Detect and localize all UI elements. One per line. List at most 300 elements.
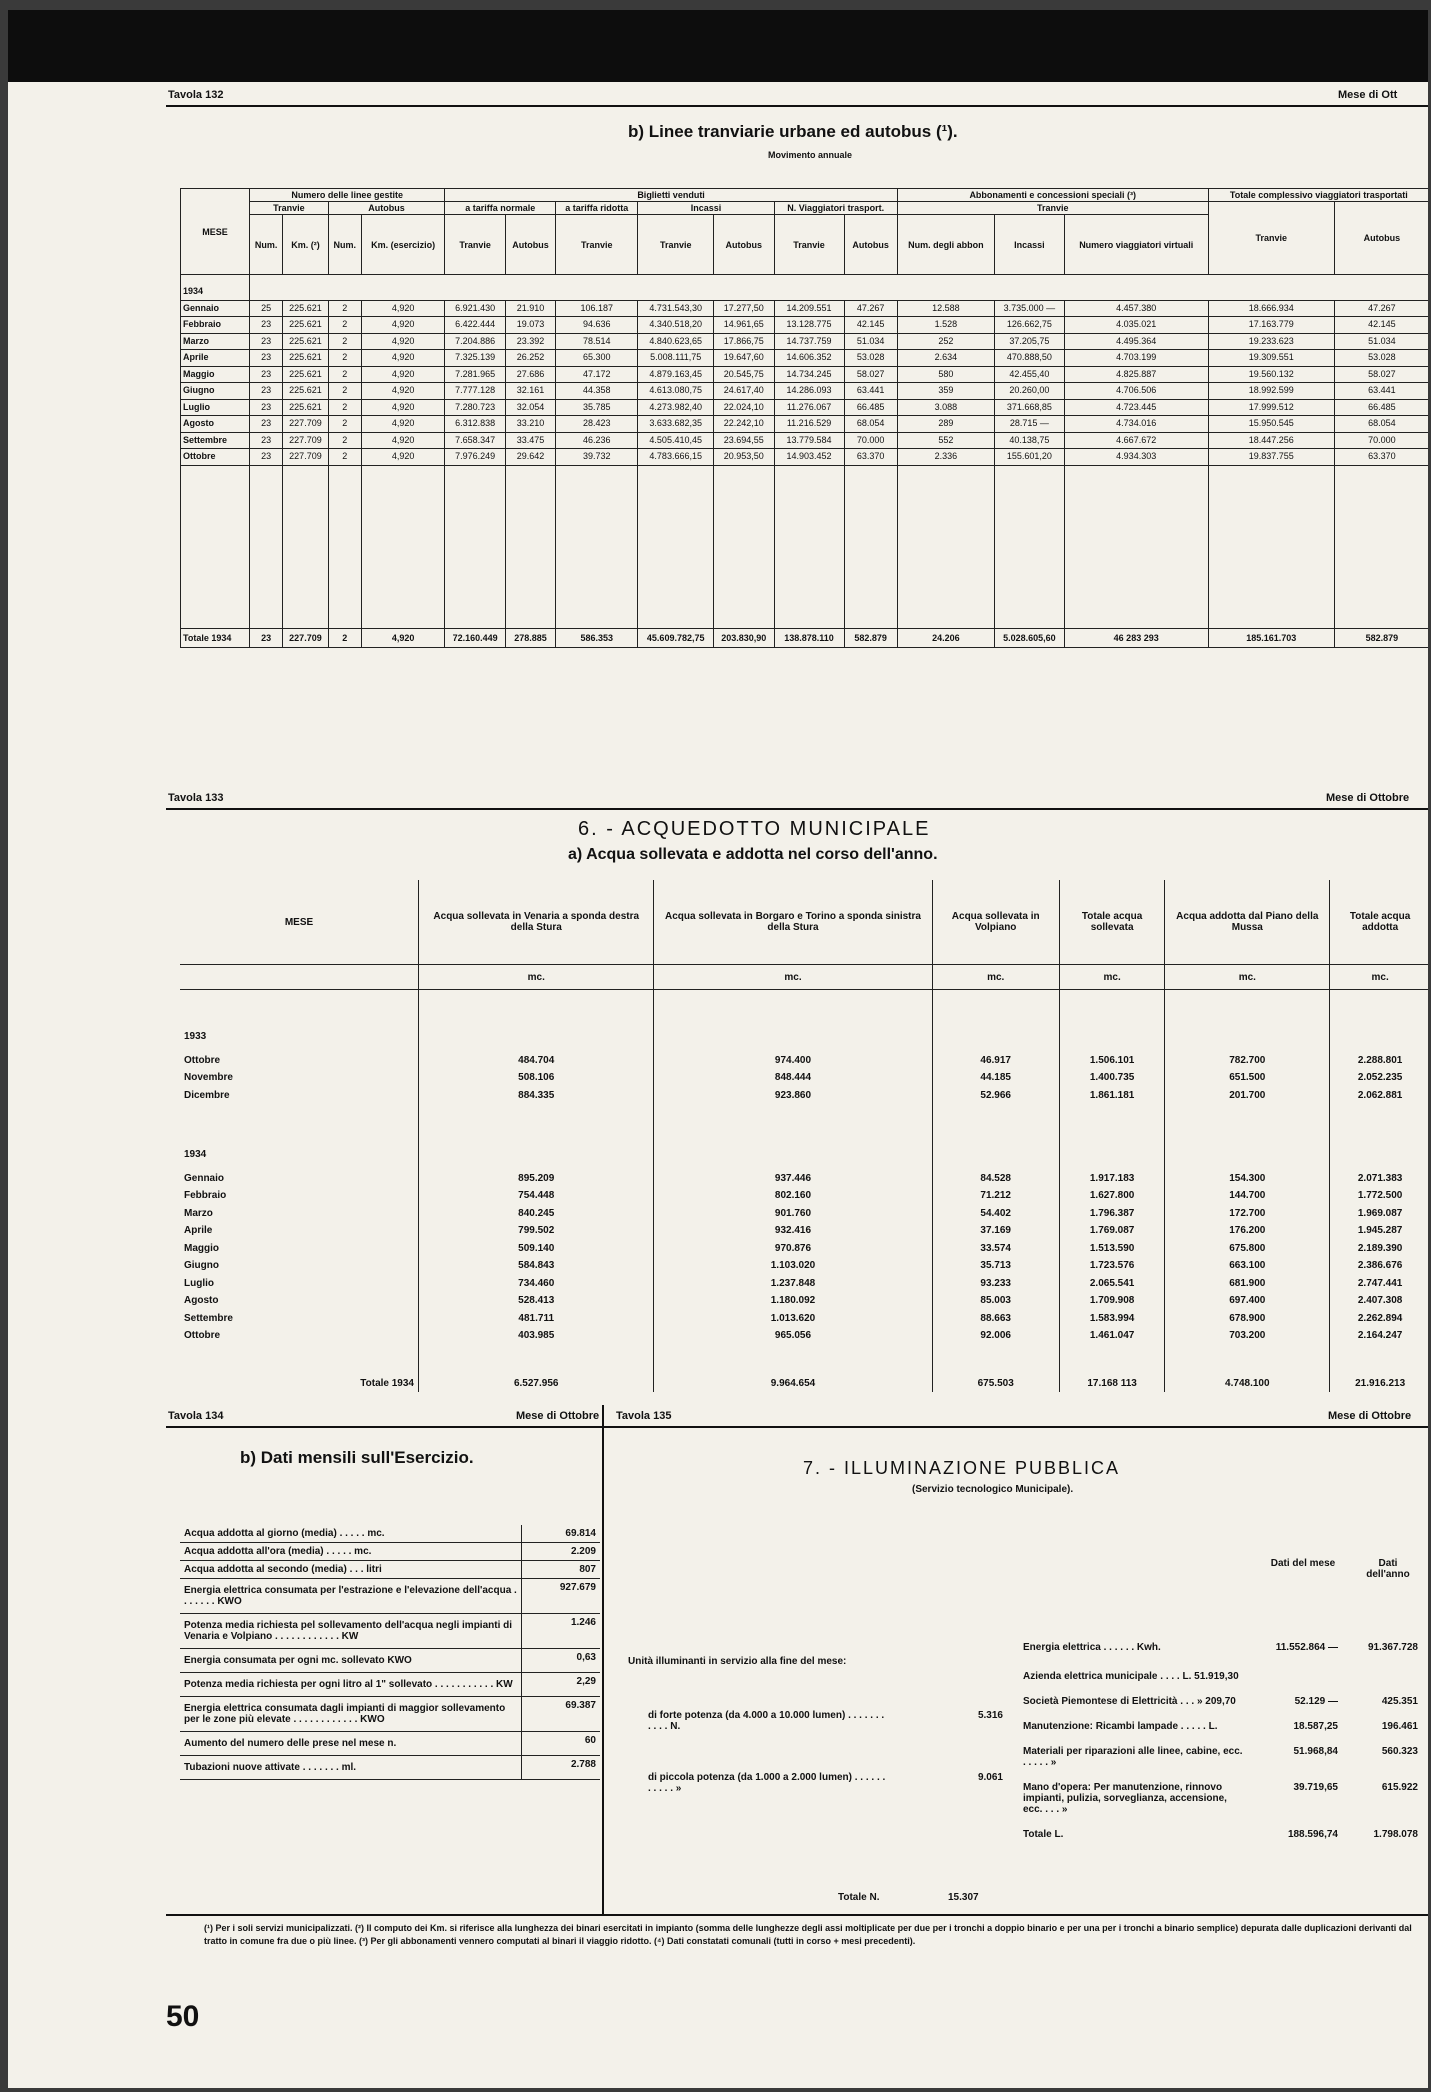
value-cell: 4,920 bbox=[361, 366, 444, 383]
value-cell: 14.209.551 bbox=[774, 300, 844, 317]
month-cell: Maggio bbox=[181, 366, 250, 383]
value-cell: 225.621 bbox=[283, 300, 328, 317]
value-cell: 12.588 bbox=[897, 300, 994, 317]
value-cell: 4,920 bbox=[361, 300, 444, 317]
value-cell: 225.621 bbox=[283, 317, 328, 334]
table-row bbox=[181, 333, 1429, 350]
value-cell: 2 bbox=[328, 350, 361, 367]
value-cell: 53.028 bbox=[1334, 350, 1428, 367]
list-item bbox=[1023, 1642, 1423, 1653]
data-label: Acqua addotta al giorno (media) . . . . . mc. bbox=[180, 1525, 522, 1543]
value-cell: 802.160 bbox=[654, 1187, 932, 1205]
value-cell: 2 bbox=[328, 317, 361, 334]
total-value: 17.168 113 bbox=[1059, 1375, 1165, 1393]
data-label: Acqua addotta al secondo (media) . . . litri bbox=[180, 1561, 522, 1579]
value-cell: 68.054 bbox=[1334, 416, 1428, 433]
value-cell: 508.106 bbox=[419, 1069, 654, 1087]
item-month: 188.596,74 bbox=[1287, 1829, 1338, 1840]
value-cell: 225.621 bbox=[283, 333, 328, 350]
total-value: 72.160.449 bbox=[445, 628, 506, 647]
value-cell: 63.441 bbox=[1334, 383, 1428, 400]
value-cell: 675.800 bbox=[1165, 1240, 1330, 1258]
item-year: 91.367.728 bbox=[1367, 1642, 1418, 1653]
table-row bbox=[180, 1756, 600, 1780]
value-cell: 4.879.163,45 bbox=[638, 366, 714, 383]
value-cell: 172.700 bbox=[1165, 1205, 1330, 1223]
value-cell: 106.187 bbox=[556, 300, 638, 317]
value-cell: 53.028 bbox=[844, 350, 897, 367]
t4-left-block bbox=[648, 1710, 1003, 1834]
table-row bbox=[180, 1310, 1428, 1328]
value-cell: 552 bbox=[897, 432, 994, 449]
value-cell: 47.267 bbox=[844, 300, 897, 317]
value-cell: 2.065.541 bbox=[1059, 1275, 1165, 1293]
header-numero-linee: Numero delle linee gestite bbox=[250, 189, 445, 202]
total-value: 227.709 bbox=[283, 628, 328, 647]
value-cell: 1.945.287 bbox=[1330, 1222, 1428, 1240]
month-cell: Settembre bbox=[181, 432, 250, 449]
value-cell: 359 bbox=[897, 383, 994, 400]
value-cell: 47.172 bbox=[556, 366, 638, 383]
value-cell: 15.950.545 bbox=[1208, 416, 1334, 433]
list-item bbox=[1023, 1746, 1423, 1768]
tram-bus-table bbox=[180, 188, 1428, 648]
total-value: 6.527.956 bbox=[419, 1375, 654, 1393]
unit-label: mc. bbox=[932, 965, 1059, 990]
tavola-132-month: Mese di Ott bbox=[1338, 89, 1398, 101]
data-label: Potenza media richiesta pel sollevamento dell'acqua negli impianti di Venaria e Volpiano . . . . . . . . . . . . KW bbox=[180, 1614, 522, 1649]
value-cell: 40.138,75 bbox=[995, 432, 1065, 449]
value-cell: 799.502 bbox=[419, 1222, 654, 1240]
data-value: 0,63 bbox=[522, 1649, 601, 1673]
header-totale: Totale complessivo viaggiatori trasportati bbox=[1208, 189, 1428, 202]
tavola-134-month: Mese di Ottobre bbox=[516, 1410, 600, 1422]
item-label: Manutenzione: Ricambi lampade . . . . . L. bbox=[1023, 1721, 1218, 1732]
value-cell: 11.216.529 bbox=[774, 416, 844, 433]
value-cell: 4.667.672 bbox=[1064, 432, 1208, 449]
value-cell: 371.668,85 bbox=[995, 399, 1065, 416]
table-row bbox=[180, 1525, 600, 1543]
total-label: Totale 1934 bbox=[181, 628, 250, 647]
section-7-title: 7. - ILLUMINAZIONE PUBBLICA bbox=[803, 1458, 1121, 1478]
tavola-132-label: Tavola 132 bbox=[168, 89, 224, 101]
value-cell: 3.633.682,35 bbox=[638, 416, 714, 433]
value-cell: 7.204.886 bbox=[445, 333, 506, 350]
value-cell: 481.711 bbox=[419, 1310, 654, 1328]
table-row bbox=[180, 1257, 1428, 1275]
value-cell: 144.700 bbox=[1165, 1187, 1330, 1205]
value-cell: 126.662,75 bbox=[995, 317, 1065, 334]
water-table bbox=[180, 880, 1428, 1392]
total-value: 582.879 bbox=[1334, 628, 1428, 647]
total-value: 5.028.605,60 bbox=[995, 628, 1065, 647]
month-cell: Ottobre bbox=[181, 449, 250, 466]
value-cell: 2.288.801 bbox=[1330, 1052, 1428, 1070]
value-cell: 2.052.235 bbox=[1330, 1069, 1428, 1087]
value-cell: 974.400 bbox=[654, 1052, 932, 1070]
footnotes: (¹) Per i soli servizi municipalizzati. (²) Il computo dei Km. si riferisce alla lunghezza dei binari esercitati in impianto (somma delle lunghezze degli assi moltiplicate per due per i tronchi a doppio binario e per una per i tronchi a binario semplice) depurata dalle duplicazioni derivanti dal tratto in comune fra due o più linee. (³) Per gli abbonamenti vennero computati al binari il viaggio ridotto. (⁴) Dati constatati comunali (tutti in corso + mesi precedenti). bbox=[204, 1923, 1412, 1946]
divider bbox=[166, 808, 1428, 810]
data-value: 2.788 bbox=[522, 1756, 601, 1780]
table-row bbox=[181, 317, 1429, 334]
value-cell: 29.642 bbox=[505, 449, 555, 466]
header-tranvie: Tranvie bbox=[250, 202, 329, 215]
value-cell: 19.837.755 bbox=[1208, 449, 1334, 466]
list-item bbox=[1023, 1721, 1423, 1732]
total-value: 4.748.100 bbox=[1165, 1375, 1330, 1393]
tavola-133-label: Tavola 133 bbox=[168, 792, 224, 804]
value-cell: 33.475 bbox=[505, 432, 555, 449]
value-cell: 37.169 bbox=[932, 1222, 1059, 1240]
value-cell: 19.647,60 bbox=[714, 350, 775, 367]
header-num-abbon: Num. degli abbon bbox=[897, 215, 994, 275]
value-cell: 225.621 bbox=[283, 350, 328, 367]
column-divider bbox=[602, 1405, 604, 1915]
table-row bbox=[181, 416, 1429, 433]
table-row bbox=[181, 300, 1429, 317]
value-cell: 7.280.723 bbox=[445, 399, 506, 416]
value-cell: 46.917 bbox=[932, 1052, 1059, 1070]
t1-year: 1934 bbox=[181, 275, 250, 301]
total-value: 138.878.110 bbox=[774, 628, 844, 647]
value-cell: 4.783.666,15 bbox=[638, 449, 714, 466]
value-cell: 20.953,50 bbox=[714, 449, 775, 466]
value-cell: 840.245 bbox=[419, 1205, 654, 1223]
value-cell: 584.843 bbox=[419, 1257, 654, 1275]
value-cell: 47.267 bbox=[1334, 300, 1428, 317]
value-cell: 42.145 bbox=[844, 317, 897, 334]
total-value: 46 283 293 bbox=[1064, 628, 1208, 647]
value-cell: 4.613.080,75 bbox=[638, 383, 714, 400]
month-cell: Gennaio bbox=[184, 1172, 225, 1184]
value-cell: 7.658.347 bbox=[445, 432, 506, 449]
value-cell: 23 bbox=[250, 432, 283, 449]
value-cell: 2.747.441 bbox=[1330, 1275, 1428, 1293]
value-cell: 14.286.093 bbox=[774, 383, 844, 400]
total-value: 21.916.213 bbox=[1330, 1375, 1428, 1393]
value-cell: 70.000 bbox=[844, 432, 897, 449]
data-label: Acqua addotta all'ora (media) . . . . . mc. bbox=[180, 1543, 522, 1561]
value-cell: 227.709 bbox=[283, 416, 328, 433]
table-row bbox=[181, 449, 1429, 466]
data-value: 807 bbox=[522, 1561, 601, 1579]
value-cell: 970.876 bbox=[654, 1240, 932, 1258]
value-cell: 18.666.934 bbox=[1208, 300, 1334, 317]
value-cell: 1.723.576 bbox=[1059, 1257, 1165, 1275]
item-year: 425.351 bbox=[1381, 1696, 1418, 1707]
value-cell: 2 bbox=[328, 416, 361, 433]
month-cell: Gennaio bbox=[181, 300, 250, 317]
value-cell: 2.386.676 bbox=[1330, 1257, 1428, 1275]
water-header: Acqua sollevata in Volpiano bbox=[932, 880, 1059, 965]
value-cell: 66.485 bbox=[844, 399, 897, 416]
value-cell: 4,920 bbox=[361, 333, 444, 350]
divider bbox=[166, 1426, 1428, 1428]
value-cell: 24.617,40 bbox=[714, 383, 775, 400]
water-header: Totale acqua sollevata bbox=[1059, 880, 1165, 965]
value-cell: 225.621 bbox=[283, 399, 328, 416]
total-value: 45.609.782,75 bbox=[638, 628, 714, 647]
value-cell: 4.934.303 bbox=[1064, 449, 1208, 466]
value-cell: 19.233.623 bbox=[1208, 333, 1334, 350]
value-cell: 201.700 bbox=[1165, 1087, 1330, 1105]
value-cell: 4.840.623,65 bbox=[638, 333, 714, 350]
value-cell: 32.161 bbox=[505, 383, 555, 400]
month-cell: Maggio bbox=[184, 1242, 219, 1254]
data-label: Energia consumata per ogni mc. sollevato KWO bbox=[180, 1649, 522, 1673]
value-cell: 754.448 bbox=[419, 1187, 654, 1205]
data-value: 927.679 bbox=[522, 1579, 601, 1614]
value-cell: 2 bbox=[328, 383, 361, 400]
value-cell: 23 bbox=[250, 449, 283, 466]
value-cell: 94.636 bbox=[556, 317, 638, 334]
value-cell: 1.506.101 bbox=[1059, 1052, 1165, 1070]
header-km-es: Km. (esercizio) bbox=[361, 215, 444, 275]
value-cell: 2 bbox=[328, 333, 361, 350]
value-cell: 35.713 bbox=[932, 1257, 1059, 1275]
value-cell: 3.088 bbox=[897, 399, 994, 416]
value-cell: 252 bbox=[897, 333, 994, 350]
section-b-subtitle: Movimento annuale bbox=[768, 150, 853, 160]
item-label: Totale L. bbox=[1023, 1829, 1064, 1840]
month-cell: Aprile bbox=[181, 350, 250, 367]
value-cell: 4.706.506 bbox=[1064, 383, 1208, 400]
table-row bbox=[180, 1187, 1428, 1205]
value-cell: 4,920 bbox=[361, 432, 444, 449]
value-cell: 227.709 bbox=[283, 432, 328, 449]
total-value: 582.879 bbox=[844, 628, 897, 647]
value-cell: 2 bbox=[328, 449, 361, 466]
value-cell: 28.715 — bbox=[995, 416, 1065, 433]
total-value: 586.353 bbox=[556, 628, 638, 647]
total-value: 2 bbox=[328, 628, 361, 647]
month-cell: Dicembre bbox=[184, 1089, 230, 1101]
value-cell: 6.312.838 bbox=[445, 416, 506, 433]
data-value: 60 bbox=[522, 1732, 601, 1756]
value-cell: 4.273.982,40 bbox=[638, 399, 714, 416]
list-item bbox=[1023, 1696, 1423, 1707]
list-item bbox=[648, 1710, 1003, 1732]
value-cell: 7.777.128 bbox=[445, 383, 506, 400]
value-cell: 2.634 bbox=[897, 350, 994, 367]
month-cell: Marzo bbox=[184, 1207, 213, 1219]
document-page bbox=[8, 10, 1428, 2088]
item-label: Materiali per riparazioni alle linee, cabine, ecc. . . . . . » bbox=[1023, 1746, 1243, 1768]
tavola-135-month: Mese di Ottobre bbox=[1328, 1410, 1412, 1422]
item-month: 11.552.864 — bbox=[1275, 1642, 1338, 1653]
table-row bbox=[180, 1240, 1428, 1258]
t4-head-month: Dati del mese bbox=[1270, 1558, 1336, 1569]
value-cell: 93.233 bbox=[932, 1275, 1059, 1293]
t4-left-label: Unità illuminanti in servizio alla fine del mese: bbox=[628, 1656, 847, 1667]
item-year: 615.922 bbox=[1381, 1782, 1418, 1793]
value-cell: 176.200 bbox=[1165, 1222, 1330, 1240]
t4-left-total-label: Totale N. bbox=[838, 1892, 880, 1903]
table-row bbox=[180, 1087, 1428, 1105]
value-cell: 4.495.364 bbox=[1064, 333, 1208, 350]
value-cell: 19.560.132 bbox=[1208, 366, 1334, 383]
value-cell: 1.769.087 bbox=[1059, 1222, 1165, 1240]
value-cell: 28.423 bbox=[556, 416, 638, 433]
value-cell: 1.969.087 bbox=[1330, 1205, 1428, 1223]
value-cell: 1.513.590 bbox=[1059, 1240, 1165, 1258]
header-n-tranvie: Tranvie bbox=[445, 215, 506, 275]
section-6-title: 6. - ACQUEDOTTO MUNICIPALE bbox=[578, 818, 931, 840]
value-cell: 937.446 bbox=[654, 1170, 932, 1188]
header-i-autobus: Autobus bbox=[714, 215, 775, 275]
month-cell: Aprile bbox=[184, 1225, 213, 1236]
table-row bbox=[181, 432, 1429, 449]
month-cell: Settembre bbox=[184, 1312, 233, 1324]
total-row bbox=[181, 628, 1429, 647]
value-cell: 23 bbox=[250, 317, 283, 334]
list-item bbox=[1023, 1829, 1423, 1840]
value-cell: 2.164.247 bbox=[1330, 1327, 1428, 1345]
item-year bbox=[1338, 1671, 1418, 1682]
data-value: 69.387 bbox=[522, 1697, 601, 1732]
table-row bbox=[180, 1614, 600, 1649]
value-cell: 58.027 bbox=[1334, 366, 1428, 383]
value-cell: 1.180.092 bbox=[654, 1292, 932, 1310]
value-cell: 65.300 bbox=[556, 350, 638, 367]
header-tot-autobus: Autobus bbox=[1334, 202, 1428, 275]
value-cell: 848.444 bbox=[654, 1069, 932, 1087]
value-cell: 227.709 bbox=[283, 449, 328, 466]
value-cell: 54.402 bbox=[932, 1205, 1059, 1223]
value-cell: 484.704 bbox=[419, 1052, 654, 1070]
tavola-134-label: Tavola 134 bbox=[168, 1410, 224, 1422]
value-cell: 1.772.500 bbox=[1330, 1187, 1428, 1205]
value-cell: 2 bbox=[328, 432, 361, 449]
item-label: Società Piemontese di Elettricità . . . » 209,70 bbox=[1023, 1696, 1236, 1707]
value-cell: 4.703.199 bbox=[1064, 350, 1208, 367]
value-cell: 22.242,10 bbox=[714, 416, 775, 433]
value-cell: 1.917.183 bbox=[1059, 1170, 1165, 1188]
table-row bbox=[180, 1327, 1428, 1345]
value-cell: 23 bbox=[250, 399, 283, 416]
table-row bbox=[180, 1292, 1428, 1310]
header-i-tranvie: Tranvie bbox=[638, 215, 714, 275]
item-label: Mano d'opera: Per manutenzione, rinnovo impianti, pulizia, sorveglianza, accensione, ecc. . . . » bbox=[1023, 1782, 1227, 1815]
data-value: 2.209 bbox=[522, 1543, 601, 1561]
value-cell: 39.732 bbox=[556, 449, 638, 466]
item-label: di piccola potenza (da 1.000 a 2.000 lumen) . . . . . . . . . . . » bbox=[648, 1772, 886, 1794]
value-cell: 932.416 bbox=[654, 1222, 932, 1240]
value-cell: 58.027 bbox=[844, 366, 897, 383]
total-value: 24.206 bbox=[897, 628, 994, 647]
value-cell: 20.545,75 bbox=[714, 366, 775, 383]
value-cell: 63.370 bbox=[1334, 449, 1428, 466]
item-month: 39.719,65 bbox=[1293, 1782, 1338, 1793]
value-cell: 42.455,40 bbox=[995, 366, 1065, 383]
value-cell: 4,920 bbox=[361, 383, 444, 400]
value-cell: 663.100 bbox=[1165, 1257, 1330, 1275]
t4-right-block bbox=[1023, 1642, 1423, 1854]
value-cell: 4.731.543,30 bbox=[638, 300, 714, 317]
table-row bbox=[180, 1275, 1428, 1293]
value-cell: 14.903.452 bbox=[774, 449, 844, 466]
value-cell: 580 bbox=[897, 366, 994, 383]
monthly-data-table bbox=[180, 1525, 600, 1780]
item-month: 18.587,25 bbox=[1293, 1721, 1338, 1732]
value-cell: 23.392 bbox=[505, 333, 555, 350]
table-row bbox=[180, 1052, 1428, 1070]
tavola-135-label: Tavola 135 bbox=[616, 1410, 672, 1422]
value-cell: 4.505.410,45 bbox=[638, 432, 714, 449]
value-cell: 155.601,20 bbox=[995, 449, 1065, 466]
unit-label: mc. bbox=[1059, 965, 1165, 990]
value-cell: 14.961,65 bbox=[714, 317, 775, 334]
month-cell: Giugno bbox=[184, 1260, 219, 1271]
value-cell: 6.921.430 bbox=[445, 300, 506, 317]
table-row bbox=[180, 1649, 600, 1673]
table-row bbox=[181, 383, 1429, 400]
value-cell: 21.910 bbox=[505, 300, 555, 317]
value-cell: 4,920 bbox=[361, 416, 444, 433]
value-cell: 17.163.779 bbox=[1208, 317, 1334, 334]
value-cell: 66.485 bbox=[1334, 399, 1428, 416]
value-cell: 2.189.390 bbox=[1330, 1240, 1428, 1258]
value-cell: 7.281.965 bbox=[445, 366, 506, 383]
value-cell: 33.574 bbox=[932, 1240, 1059, 1258]
table-row bbox=[180, 1205, 1428, 1223]
section-7-subtitle: (Servizio tecnologico Municipale). bbox=[912, 1484, 1074, 1495]
value-cell: 23.694,55 bbox=[714, 432, 775, 449]
value-cell: 4.825.887 bbox=[1064, 366, 1208, 383]
value-cell: 1.709.908 bbox=[1059, 1292, 1165, 1310]
month-cell: Luglio bbox=[181, 399, 250, 416]
value-cell: 1.627.800 bbox=[1059, 1187, 1165, 1205]
value-cell: 88.663 bbox=[932, 1310, 1059, 1328]
value-cell: 23 bbox=[250, 350, 283, 367]
page-number: 50 bbox=[166, 2000, 200, 2033]
total-value: 4,920 bbox=[361, 628, 444, 647]
value-cell: 2.407.308 bbox=[1330, 1292, 1428, 1310]
value-cell: 681.900 bbox=[1165, 1275, 1330, 1293]
value-cell: 703.200 bbox=[1165, 1327, 1330, 1345]
unit-label: mc. bbox=[1330, 965, 1428, 990]
header-num-viagg: Numero viaggiatori virtuali bbox=[1064, 215, 1208, 275]
item-value: 5.316 bbox=[977, 1710, 1003, 1721]
value-cell: 6.422.444 bbox=[445, 317, 506, 334]
divider bbox=[166, 105, 1428, 107]
water-header: Acqua addotta dal Piano della Mussa bbox=[1165, 880, 1330, 965]
dark-top-band bbox=[8, 10, 1428, 82]
value-cell: 4,920 bbox=[361, 317, 444, 334]
table-row bbox=[180, 1732, 600, 1756]
header-v-autobus: Autobus bbox=[844, 215, 897, 275]
item-year: 560.323 bbox=[1381, 1746, 1418, 1757]
table-row bbox=[180, 1697, 600, 1732]
value-cell: 4.734.016 bbox=[1064, 416, 1208, 433]
item-month bbox=[1243, 1671, 1338, 1682]
month-cell: Febbraio bbox=[181, 317, 250, 334]
value-cell: 1.796.387 bbox=[1059, 1205, 1165, 1223]
table-row bbox=[180, 1069, 1428, 1087]
value-cell: 22.024,10 bbox=[714, 399, 775, 416]
value-cell: 1.583.994 bbox=[1059, 1310, 1165, 1328]
value-cell: 63.370 bbox=[844, 449, 897, 466]
unit-label: mc. bbox=[1165, 965, 1330, 990]
unit-label: mc. bbox=[419, 965, 654, 990]
value-cell: 78.514 bbox=[556, 333, 638, 350]
data-label: Energia elettrica consumata dagli impianti di maggior sollevamento per le zone più elevate . . . . . . . . . . . . KWO bbox=[180, 1697, 522, 1732]
item-label: di forte potenza (da 4.000 a 10.000 lumen) . . . . . . . . . . . N. bbox=[648, 1710, 885, 1732]
value-cell: 13.779.584 bbox=[774, 432, 844, 449]
value-cell: 42.145 bbox=[1334, 317, 1428, 334]
table-row bbox=[180, 1579, 600, 1614]
header-biglietti: Biglietti venduti bbox=[445, 189, 897, 202]
